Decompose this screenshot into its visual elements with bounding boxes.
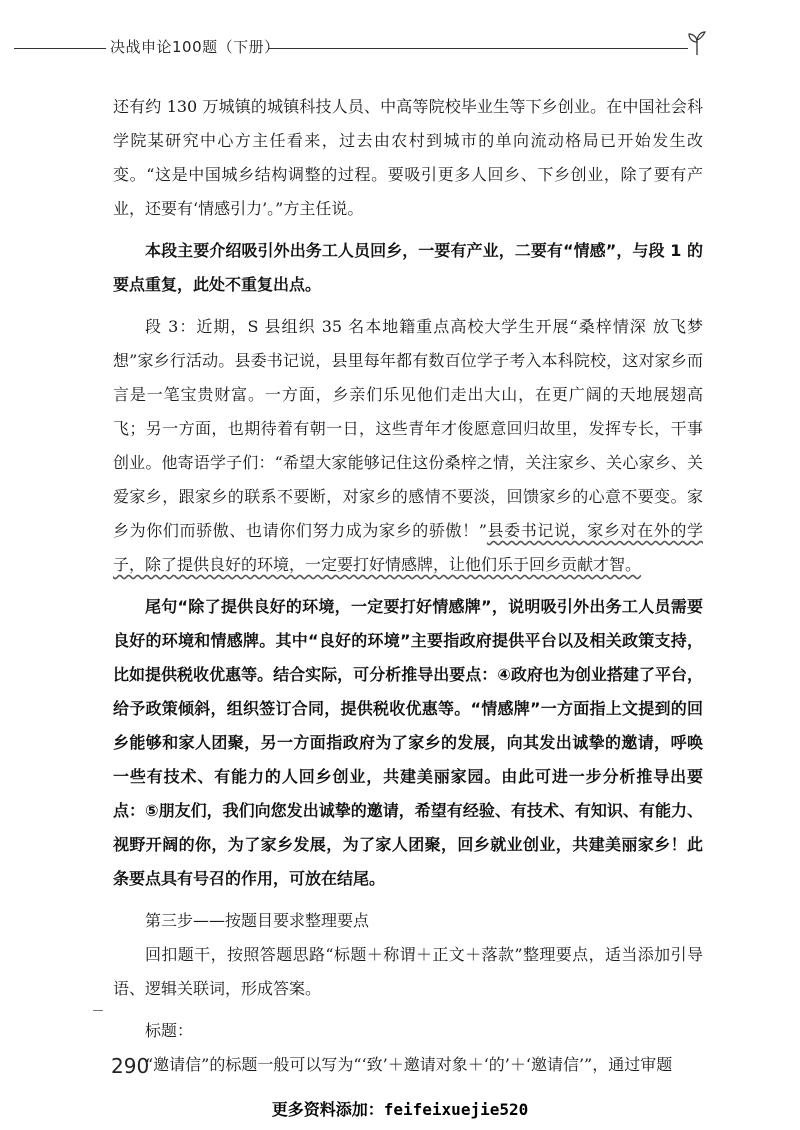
footer-note <box>0 1097 800 1120</box>
header-rule-right <box>268 48 688 49</box>
running-header <box>0 30 800 64</box>
margin-mark <box>93 1010 103 1011</box>
paragraph-3-underlined-text: 县委书记说，家乡对在外的学子，除了提供良好的环境，一定要打好情感牌，让他们乐于回乡贡献才智。 <box>113 521 703 574</box>
page-body <box>113 90 703 1082</box>
paragraph-3 <box>113 310 703 582</box>
page-number: 290 <box>111 1054 150 1078</box>
footer-contact-id: feifeixuejie520 <box>383 1100 529 1119</box>
book-title: 决战申论100题（下册） <box>110 38 280 56</box>
paragraph-3-text: 段 3：近期，S 县组织 35 名本地籍重点高校大学生开展“桑梓情深 放飞梦想”家乡行活动。县委书记说，县里每年都有数百位学子考入本科院校，这对家乡而言是一笔宝贵财富。一方面，乡亲们乐见他们走出大山，在更广阔的天地展翅高飞；另一方面，也期待着有朝一日，这些青年才俊愿意回归故里，发挥专长，干事创业。他寄语学子们：“希望大家能够记住这份桑梓之情，关注家乡、关心家乡、关爱家乡，跟家乡的联系不要断，对家乡的感情不要淡，回馈家乡的心意不要变。家乡为你们而骄傲、也请你们努力成为家乡的骄傲！” <box>113 317 703 540</box>
footer-prefix: 更多资料添加： <box>271 1100 384 1119</box>
title-label: 标题： <box>145 1021 194 1040</box>
sprout-icon <box>684 30 710 56</box>
paragraph-5: 回扣题干，按照答题思路“标题＋称谓＋正文＋落款”整理要点，适当添加引导语、逻辑关联词，形成答案。 <box>113 945 703 998</box>
paragraph-1: 还有约 130 万城镇的城镇科技人员、中高等院校毕业生等下乡创业。在中国社会科学院某研究中心方主任看来，过去由农村到城市的单向流动格局已开始发生改变。“这是中国城乡结构调整的过程。要吸引更多人回乡、下乡创业，除了要有产业，还要有‘情感引力’。”方主任说。 <box>113 97 703 218</box>
paragraph-7: “邀请信”的标题一般可以写为“‘致’＋邀请对象＋‘的’＋‘邀请信’”，通过审题 <box>145 1055 673 1074</box>
step-three-heading: 第三步——按题目要求整理要点 <box>145 911 370 930</box>
header-rule-left <box>14 48 106 49</box>
analysis-paragraph-2: 本段主要介绍吸引外出务工人员回乡，一要有产业，二要有“情感”，与段 1 的要点重复，此处不重复出点。 <box>113 241 703 294</box>
analysis-paragraph-4: 尾句“除了提供良好的环境，一定要打好情感牌”，说明吸引外出务工人员需要良好的环境和情感牌。其中“良好的环境”主要指政府提供平台以及相关政策支持，比如提供税收优惠等。结合实际，可分析推导出要点：④政府也为创业搭建了平台，给予政策倾斜，组织签订合同，提供税收优惠等。“情感牌”一方面指上文提到的回乡能够和家人团聚，另一方面指政府为了家乡的发展，向其发出诚挚的邀请，呼唤一些有技术、有能力的人回乡创业，共建美丽家园。由此可进一步分析推导出要点：⑤朋友们，我们向您发出诚挚的邀请，希望有经验、有技术、有知识、有能力、视野开阔的你，为了家乡发展，为了家人团聚，回乡就业创业，共建美丽家乡！此条要点具有号召的作用，可放在结尾。 <box>113 597 703 888</box>
